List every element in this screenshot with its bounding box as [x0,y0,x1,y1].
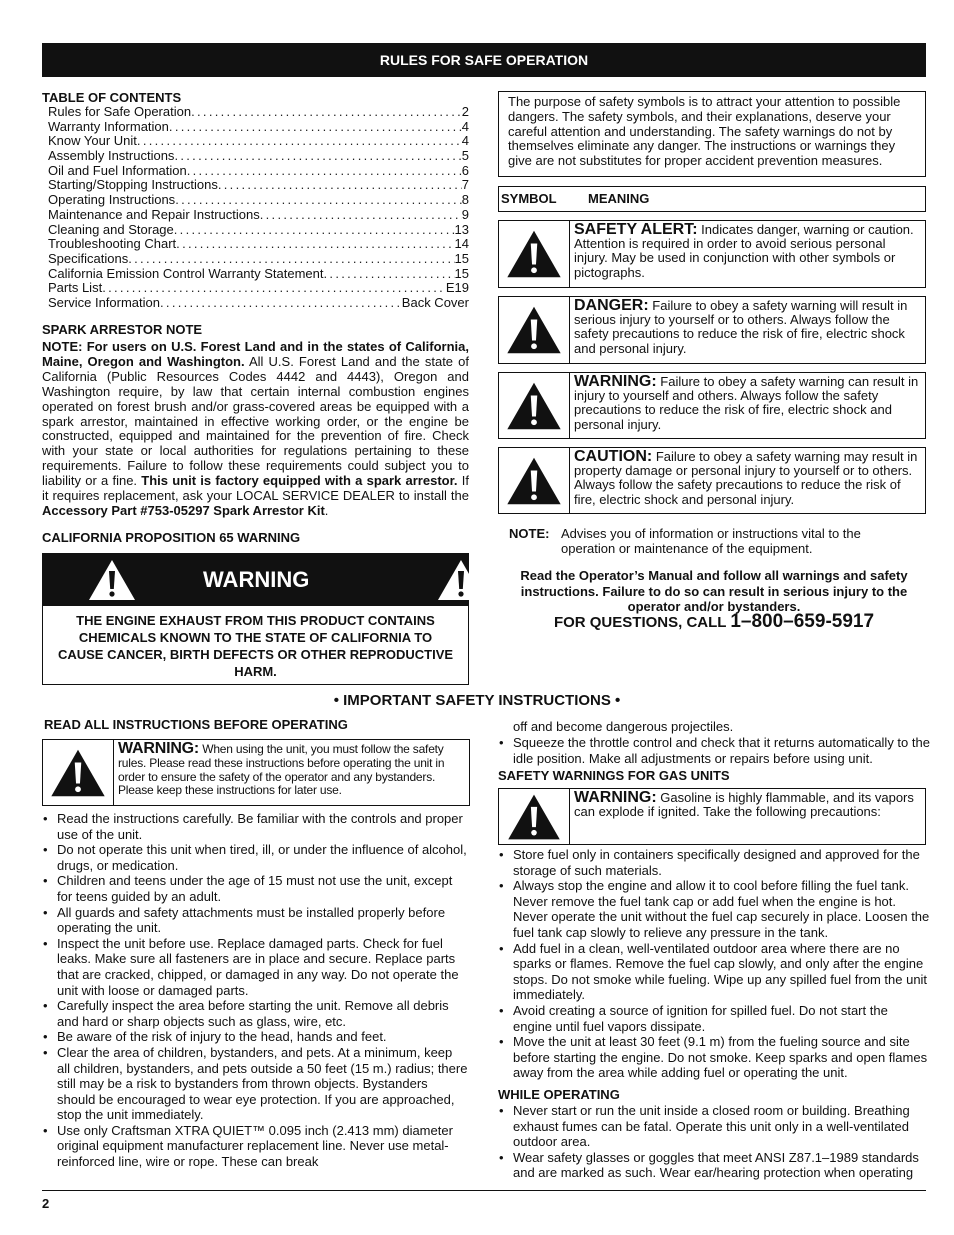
toc-entry-label: Assembly Instructions [48,149,175,164]
spark-body-1: All U.S. Forest Land and the state of California (Public Resources Codes 4442 and 4443), Oregon and Washington require, by law that certain internal combustion engines operated on forest brush and/or grass-covered areas be equipped with a spark arrestor, maintained in effective working order, or the engine be constructed, equipped and maintained for the prevention of fire. Check with your state or local authorities for regulations pertaining to these requirements. Failure to follow these requirements could subject you to liability or a fine. [42,353,469,489]
left-bullet-list [42,811,468,1170]
symbol-row-danger [498,296,926,364]
prop65-text: THE ENGINE EXHAUST FROM THIS PRODUCT CONTAINS CHEMICALS KNOWN TO THE STATE OF CALIFORNIA TO CAUSE CANCER, BIRTH DEFECTS OR OTHER REPRODUCTIVE HARM. [57,613,454,679]
toc-leader-dots [218,178,462,193]
prop65-warning-box [42,553,469,685]
toc-entry-page: 15 [454,266,469,281]
caution-icon [505,454,563,508]
toc-leader-dots [160,296,402,311]
toc-row [48,178,469,193]
toc-row [48,149,469,164]
prop65-heading: CALIFORNIA PROPOSITION 65 WARNING [42,530,301,545]
read-manual-notice: Read the Operator’s Manual and follow all warnings and safety instructions. Failure to do so can result in serious injury to the operator and/or bystanders. [520,568,908,614]
symbol-lead: SAFETY ALERT: [574,221,698,238]
toc-row [48,134,469,149]
danger-icon [505,303,563,357]
symbol-row-warning [498,372,926,439]
symbol-row-safety-alert [498,220,926,288]
toc-leader-dots [102,281,446,296]
toc-entry-page: 5 [461,149,469,164]
list-item: • Children and teens under the age of 15 must not use the unit, except for teens guided by an adult. [42,873,468,904]
warning-icon-cell [499,373,570,438]
footer-rule [42,1190,926,1191]
toc-entry-page: 6 [461,163,469,178]
symbol-row-caution [498,447,926,514]
questions-line [498,611,930,632]
symbol-table-header [498,186,926,212]
warning-icon [49,746,107,800]
toc-entry-label: Parts List [48,281,103,296]
toc-leader-dots [175,193,462,208]
toc-entry-label: Troubleshooting Chart [48,237,177,252]
toc-entry-page: 7 [461,178,469,193]
spark-arrestor-heading: SPARK ARRESTOR NOTE [42,322,203,337]
caution-icon-cell [499,448,570,513]
toc-row [48,164,469,179]
spark-kit-part: Accessory Part #753-05297 Spark Arrestor Kit [42,502,325,518]
meaning-column-header: MEANING [588,191,650,206]
list-item: • Avoid creating a source of ignition for spilled fuel. Do not start the engine until fuel vapors dissipate. [498,1003,930,1034]
table-of-contents [48,105,469,311]
list-item: • All guards and safety attachments must be installed properly before operating the unit. [42,905,468,936]
list-item: • Squeeze the throttle control and check that it returns automatically to the idle position. Make all adjustments or repairs before using unit. [498,735,930,766]
symbol-lead: WARNING: [574,373,657,390]
toc-entry-page: 14 [454,237,469,252]
list-item: • Clear the area of children, bystanders, and pets. At a minimum, keep all children, bystanders, and pets outside a 50 feet (15 m.) radius; there still may be a risk to bystanders from thrown objects. Bystanders should be encouraged to wear eye protection. If you are approached, stop the unit immediately. [42,1045,468,1123]
symbol-meaning [570,373,925,438]
gas-bullet-list [498,847,930,1081]
list-item: • Always stop the engine and allow it to cool before filling the fuel tank. Never remove the fuel tank cap or add fuel when the engine is hot. Never operate the unit without the fuel cap securely in place. Loosen the fuel tank cap slowly to relieve any pressure in the tank. [498,878,930,940]
safety-symbols-purpose: The purpose of safety symbols is to attract your attention to possible dangers. The safety symbols, and their explanations, deserve your careful attention and understanding. The safety warnings do not by themselves eliminate any danger. The instructions or warnings they give are not substitutes for proper accident prevention measures. [498,91,926,177]
list-item: • Add fuel in a clean, well-ventilated outdoor area where there are no sparks or flames. Remove the fuel cap slowly, and only after the engine stops. Do not smoke while fueling. Wipe up any spilled fuel from the unit immediately. [498,941,930,1003]
toc-entry-page: 2 [461,105,469,119]
list-item: • Use only Craftsman XTRA QUIET™ 0.095 inch (2.413 mm) diameter original equipment manufacturer replacement line. Never use metal-reinforced line, wire or rope. These can break [42,1123,468,1170]
toc-leader-dots [128,252,454,267]
toc-entry-page: 8 [461,193,469,208]
symbol-lead: DANGER: [574,297,649,314]
toc-row [48,252,469,267]
note-label: NOTE: [509,526,550,541]
spark-factory-note: This unit is factory equipped with a spark arrestor. [141,473,458,489]
toc-entry-label: Starting/Stopping Instructions [48,178,218,193]
warning-icon [506,791,562,843]
symbol-lead: CAUTION: [574,448,653,465]
toc-leader-dots [174,223,455,238]
toc-leader-dots [324,267,455,282]
toc-leader-dots [169,120,462,135]
toc-row [48,120,469,135]
danger-icon-cell [499,297,570,363]
toc-entry-page: 15 [454,251,469,266]
toc-row [48,105,469,120]
warning-box-gas [498,788,926,845]
toc-entry-label: Maintenance and Repair Instructions [48,207,260,222]
warning-description: Gasoline is highly flammable, and its vapors can explode if ignited. Take the following precautions: [574,790,914,820]
warning-lead: WARNING: [574,789,657,806]
toc-entry-label: California Emission Control Warranty Statement [48,266,324,281]
toc-entry-label: Rules for Safe Operation [48,105,192,119]
gas-units-heading: SAFETY WARNINGS FOR GAS UNITS [498,768,730,783]
page-number: 2 [42,1196,50,1211]
safety-alert-icon-cell [499,221,570,287]
list-item: • Wear safety glasses or goggles that meet ANSI Z87.1–1989 standards and are marked as such. Wear ear/hearing protection when operating [498,1150,930,1181]
continued-text: off and become dangerous projectiles. [513,719,734,734]
symbol-description: Indicates danger, warning or caution. Attention is required in order to avoid serious personal injury. May be used in conjunction with other symbols or pictographs. [574,222,914,280]
symbol-description: Failure to obey a safety warning may result in property damage or personal injury to yourself or to others. Always follow the safety precautions to reduce the risk of fire, electric shock and personal injury. [574,449,918,507]
toc-entry-page: 13 [454,222,469,237]
toc-leader-dots [174,149,461,164]
safety-alert-icon [505,227,563,281]
toc-entry-label: Service Information [48,295,160,310]
right-bullet-list [498,735,930,766]
page-header [42,43,926,77]
spark-body-2: If it requires replacement, ask your LOCAL SERVICE DEALER to install the [42,473,469,504]
list-item: • Carefully inspect the area before starting the unit. Remove all debris and hard or sharp objects such as glass, wire, etc. [42,998,468,1029]
warning-box-left [42,739,470,806]
toc-row [48,208,469,223]
warning-lead: WARNING: [118,740,200,757]
toc-entry-page: Back Cover [401,295,469,310]
toc-row [48,193,469,208]
list-item: • Be aware of the risk of injury to the head, hands and feet. [42,1029,468,1045]
while-operating-heading: WHILE OPERATING [498,1087,620,1102]
warning-icon-cell [499,789,570,844]
toc-row [48,237,469,252]
toc-entry-page: E19 [445,281,469,296]
warning-text [114,740,469,805]
toc-row [48,296,469,311]
list-item: • Never start or run the unit inside a closed room or building. Breathing exhaust fumes can be fatal. Operate this unit only in a well-ventilated outdoor area. [498,1103,930,1150]
important-safety-heading: • IMPORTANT SAFETY INSTRUCTIONS • [333,692,621,709]
prop65-banner-label: WARNING [203,567,310,592]
warning-text [570,789,925,844]
toc-entry-label: Cleaning and Storage [48,222,174,237]
read-all-heading: READ ALL INSTRUCTIONS BEFORE OPERATING [44,717,348,732]
toc-leader-dots [191,105,462,120]
toc-entry-page: 4 [461,119,469,134]
list-item: • Do not operate this unit when tired, ill, or under the influence of alcohol, drugs, or medication. [42,842,468,873]
prop65-banner [43,554,468,606]
list-item: • Inspect the unit before use. Replace damaged parts. Check for fuel leaks. Make sure all fasteners are in place and secure. Replace parts that are cracked, chipped, or damaged in any way. Do not operate the unit with loose or damaged parts. [42,936,468,998]
questions-prefix: FOR QUESTIONS, CALL [553,614,731,631]
toc-entry-label: Know Your Unit [48,134,137,149]
toc-title: TABLE OF CONTENTS [42,90,182,105]
toc-leader-dots [137,134,462,149]
list-item: • Read the instructions carefully. Be familiar with the controls and proper use of the unit. [42,811,468,842]
toc-leader-dots [176,237,454,252]
toc-entry-label: Warranty Information [48,119,169,134]
list-item: • Move the unit at least 30 feet (9.1 m) from the fueling source and site before starting the engine. Do not smoke. Keep sparks and open flames away from the area while adding fuel or operating the unit. [498,1034,930,1081]
toc-entry-label: Operating Instructions [48,193,176,208]
warning-triangle-icon [436,558,486,602]
symbol-column-header: SYMBOL [501,191,557,206]
symbol-meaning [570,448,925,513]
list-item: • Store fuel only in containers specifically designed and approved for the storage of such materials. [498,847,930,878]
while-operating-list [498,1103,930,1181]
symbol-description: Failure to obey a safety warning will result in serious injury to yourself or to others. Always follow the safety precautions to reduce the risk of fire, electric shock and personal injury. [574,298,908,356]
toc-entry-page: 9 [461,207,469,222]
spark-arrestor-text [42,340,469,519]
toc-entry-label: Oil and Fuel Information [48,163,187,178]
toc-entry-page: 4 [461,134,469,149]
questions-phone: 1–800–659-5917 [730,611,875,632]
toc-leader-dots [187,164,462,179]
toc-row [48,267,469,282]
toc-row [48,281,469,296]
symbol-meaning [570,297,925,363]
symbol-description: Failure to obey a safety warning can result in injury to yourself and others. Always follow the safety precautions to reduce the risk of fire, electric shock and personal injury. [574,374,919,432]
warning-triangle-icon [87,558,137,602]
warning-description: When using the unit, you must follow the safety rules. Please read these instructions before operating the unit in order to ensure the safety of the operator and any bystanders. Please keep these instructions for later use. [118,742,445,798]
toc-row [48,223,469,238]
symbol-meaning [570,221,925,287]
note-text: Advises you of information or instructions vital to the operation or maintenance of the equipment. [561,526,861,556]
spark-tail: . [324,502,329,518]
spark-note-intro: NOTE: For users on U.S. Forest Land and in the states of California, Maine, Oregon and Washington. [42,339,469,369]
warning-icon-cell [43,740,114,805]
toc-entry-label: Specifications [48,251,129,266]
page-header-title: RULES FOR SAFE OPERATION [379,52,589,68]
toc-leader-dots [260,208,462,223]
warning-icon [505,379,563,433]
